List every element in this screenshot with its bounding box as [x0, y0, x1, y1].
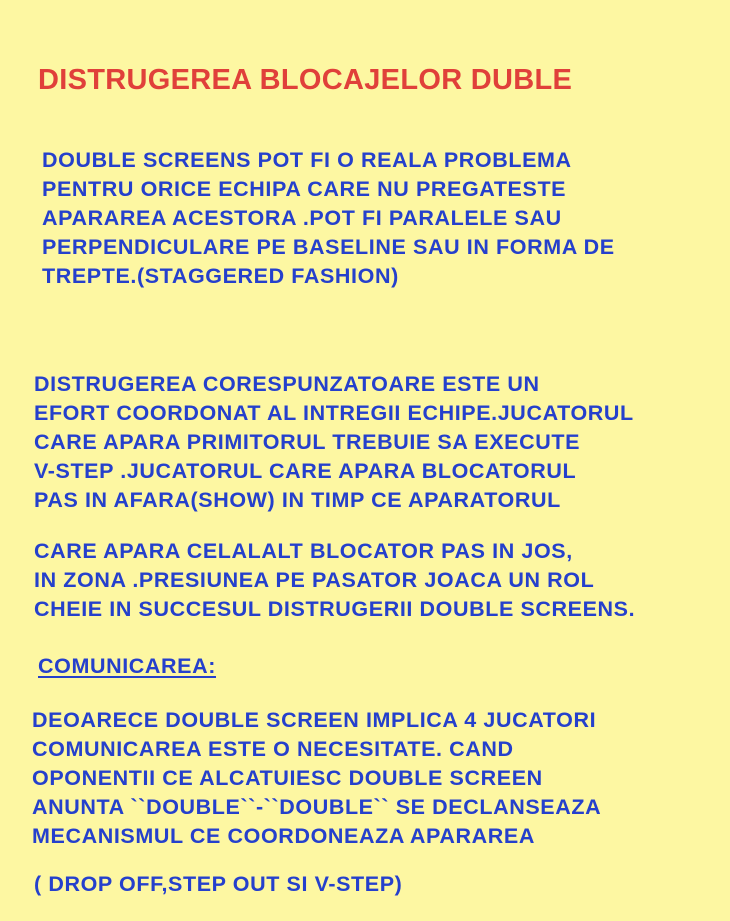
text-line: EFORT COORDONAT AL INTREGII ECHIPE.JUCATORUL	[34, 401, 634, 425]
text-line: ANUNTA ``DOUBLE``-``DOUBLE`` SE DECLANSEAZA	[32, 795, 602, 819]
text-line: V-STEP .JUCATORUL CARE APARA BLOCATORUL	[34, 459, 577, 483]
text-line: MECANISMUL CE COORDONEAZA APARAREA	[32, 824, 535, 848]
page-title: DISTRUGEREA BLOCAJELOR DUBLE	[38, 64, 573, 96]
paragraph-pressure	[34, 537, 635, 624]
text-line: PERPENDICULARE PE BASELINE SAU IN FORMA DE	[42, 235, 615, 259]
text-line: DEOARECE DOUBLE SCREEN IMPLICA 4 JUCATORI	[32, 708, 597, 732]
paragraph-communication	[32, 706, 601, 851]
text-line: PAS IN AFARA(SHOW) IN TIMP CE APARATORUL	[34, 488, 561, 512]
text-line: COMUNICAREA ESTE O NECESITATE. CAND	[32, 737, 514, 761]
text-line: CHEIE IN SUCCESUL DISTRUGERII DOUBLE SCREENS.	[34, 597, 636, 621]
footer-note: ( DROP OFF,STEP OUT SI V-STEP)	[34, 872, 403, 896]
text-line: PENTRU ORICE ECHIPA CARE NU PREGATESTE	[42, 177, 567, 201]
section-heading-communication: COMUNICAREA:	[38, 654, 216, 678]
paragraph-intro	[42, 146, 615, 291]
text-line: CARE APARA CELALALT BLOCATOR PAS IN JOS,	[34, 539, 573, 563]
text-line: APARAREA ACESTORA .POT FI PARALELE SAU	[42, 206, 562, 230]
text-line: DOUBLE SCREENS POT FI O REALA PROBLEMA	[42, 148, 572, 172]
text-line: DISTRUGEREA CORESPUNZATOARE ESTE UN	[34, 372, 540, 396]
text-line: CARE APARA PRIMITORUL TREBUIE SA EXECUTE	[34, 430, 581, 454]
text-line: TREPTE.(STAGGERED FASHION)	[42, 264, 399, 288]
paragraph-effort	[34, 370, 634, 515]
text-line: IN ZONA .PRESIUNEA PE PASATOR JOACA UN ROL	[34, 568, 595, 592]
text-line: OPONENTII CE ALCATUIESC DOUBLE SCREEN	[32, 766, 543, 790]
